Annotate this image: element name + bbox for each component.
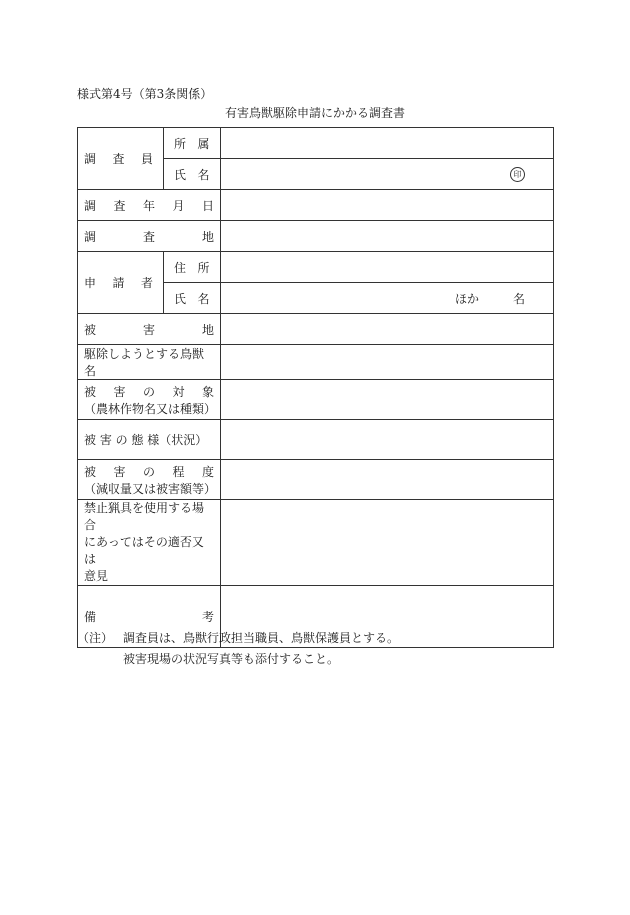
- damage-target-label: 被 害 の 対 象 （農林作物名又は種類）: [78, 380, 221, 420]
- document-title: 有害鳥獣駆除申請にかかる調査書: [224, 106, 405, 120]
- survey-date-label: 調 査 年 月 日: [78, 190, 221, 221]
- damage-place-field[interactable]: [221, 314, 554, 345]
- damage-state-label: 被 害 の 態 様（状況）: [78, 420, 221, 460]
- notes: [77, 628, 399, 670]
- applicant-name-label: 氏 名: [164, 283, 221, 314]
- row-prohibited-tools: [78, 500, 554, 586]
- survey-place-field[interactable]: [221, 221, 554, 252]
- note-mark: （注）: [77, 631, 114, 645]
- damage-degree-field[interactable]: [221, 460, 554, 500]
- row-applicant-address: [78, 252, 554, 283]
- damage-target-field[interactable]: [221, 380, 554, 420]
- remarks-label: 備 考: [78, 586, 221, 648]
- affiliation-label: 所 属: [164, 128, 221, 159]
- row-damage-degree: [78, 460, 554, 500]
- row-survey-date: [78, 190, 554, 221]
- damage-degree-label: 被 害 の 程 度 （減収量又は被害額等）: [78, 460, 221, 500]
- row-survey-place: [78, 221, 554, 252]
- damage-place-label: 被 害 地: [78, 314, 221, 345]
- seal-icon: 印: [510, 167, 525, 182]
- row-investigator-affiliation: [78, 128, 554, 159]
- prohibited-tools-field[interactable]: [221, 500, 554, 586]
- survey-place-label: 調 査 地: [78, 221, 221, 252]
- survey-date-field[interactable]: [221, 190, 554, 221]
- row-damage-place: [78, 314, 554, 345]
- affiliation-field[interactable]: [221, 128, 554, 159]
- others-count: ほか 名: [454, 291, 525, 306]
- note-line-1: 調査員は、鳥獣行政担当職員、鳥獣保護員とする。: [123, 631, 400, 645]
- survey-form-table: [77, 127, 554, 648]
- row-damage-target: [78, 380, 554, 420]
- investigator-label: 調 査 員: [78, 128, 164, 190]
- form-number: 様式第4号（第3条関係）: [77, 87, 213, 101]
- address-field[interactable]: [221, 252, 554, 283]
- row-damage-state: [78, 420, 554, 460]
- applicant-name-field[interactable]: [221, 283, 554, 314]
- target-animal-field[interactable]: [221, 345, 554, 380]
- damage-state-field[interactable]: [221, 420, 554, 460]
- row-target-animal: [78, 345, 554, 380]
- address-label: 住 所: [164, 252, 221, 283]
- applicant-label: 申 請 者: [78, 252, 164, 314]
- prohibited-tools-label: 禁止猟具を使用する場合 にあってはその適否又は 意見: [78, 500, 221, 586]
- investigator-name-field[interactable]: [221, 159, 554, 190]
- investigator-name-label: 氏 名: [164, 159, 221, 190]
- note-line-2: 被害現場の状況写真等も添付すること。: [123, 652, 340, 666]
- target-animal-label: 駆除しようとする鳥獣名: [78, 345, 221, 380]
